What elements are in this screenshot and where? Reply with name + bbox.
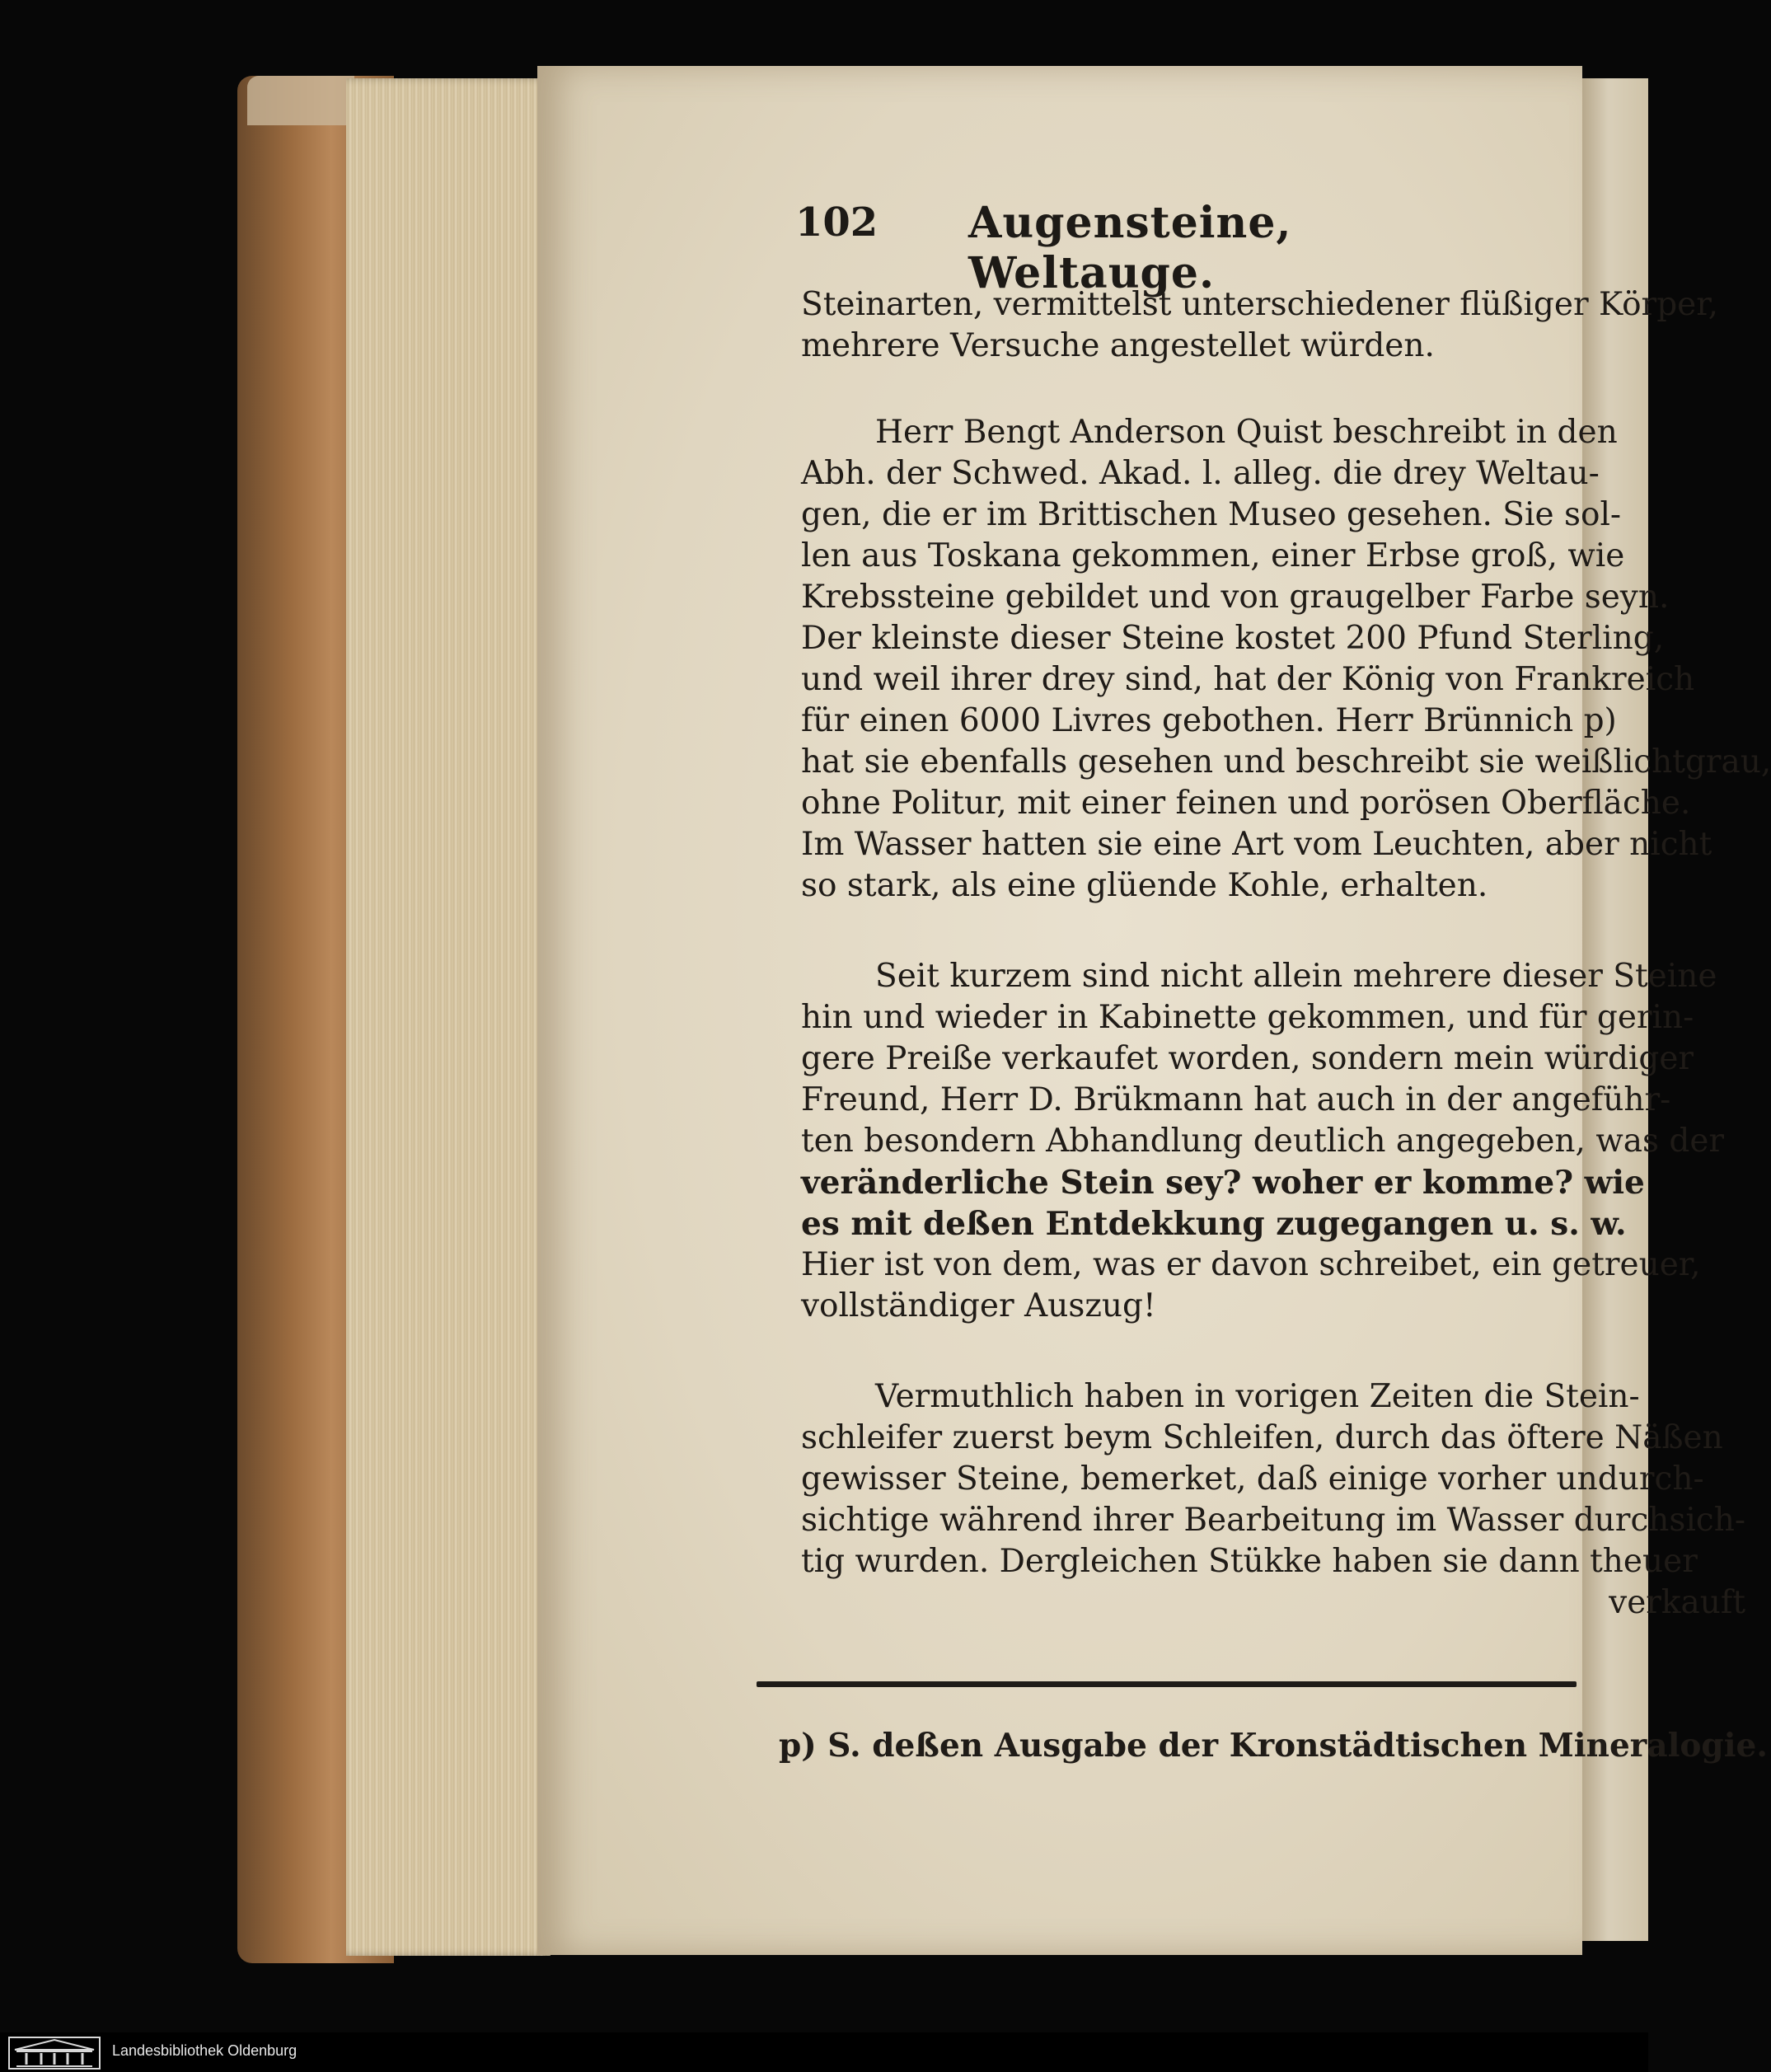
text-line: gen, die er im Brittischen Museo gesehen. Sie sol- xyxy=(801,496,1622,533)
paragraph-1 xyxy=(801,284,1718,367)
text-line: gere Preiße verkaufet worden, sondern mein würdiger xyxy=(801,1040,1694,1077)
text-line: sichtige während ihrer Bearbeitung im Wasser durchsich- xyxy=(801,1502,1746,1539)
paragraph-3 xyxy=(801,956,1724,1327)
text-line: so stark, als eine glüende Kohle, erhalten. xyxy=(801,867,1488,904)
text-line: Krebssteine gebildet und von graugelber Farbe seyn. xyxy=(801,579,1670,616)
text-line: hin und wieder in Kabinette gekommen, und für gerin- xyxy=(801,999,1694,1036)
text-line: ten besondern Abhandlung deutlich angegeben, was der xyxy=(801,1123,1725,1160)
text-line: ohne Politur, mit einer feinen und porösen Oberfläche. xyxy=(801,785,1691,822)
text-line: gewisser Steine, bemerket, daß einige vorher undurch- xyxy=(801,1460,1704,1498)
library-logo-icon xyxy=(8,2037,101,2070)
text-line: Seit kurzem sind nicht allein mehrere dieser Steine xyxy=(875,958,1717,995)
text-line: für einen 6000 Livres gebothen. Herr Brünnich p) xyxy=(801,702,1617,739)
text-line: vollständiger Auszug! xyxy=(801,1287,1156,1324)
footer-bar xyxy=(0,2032,1648,2072)
text-line: es mit deßen Entdekkung zugegangen u. s. w. xyxy=(801,1205,1627,1243)
text-line: schleifer zuerst beym Schleifen, durch das öftere Näßen xyxy=(801,1419,1723,1456)
text-line: Herr Bengt Anderson Quist beschreibt in den xyxy=(875,414,1618,451)
text-line: mehrere Versuche angestellet würden. xyxy=(801,327,1435,364)
text-line: und weil ihrer drey sind, hat der König von Frankreich xyxy=(801,661,1695,698)
text-line: hat sie ebenfalls gesehen und beschreibt sie weißlichtgrau, xyxy=(801,743,1771,781)
page-number: 102 xyxy=(795,199,878,246)
paragraph-4 xyxy=(801,1376,1745,1624)
page-header xyxy=(795,191,1422,298)
paragraph-2 xyxy=(801,412,1771,907)
text-line: veränderliche Stein sey? woher er komme? wie xyxy=(801,1164,1645,1202)
catchword: verkauft xyxy=(1609,1584,1746,1621)
text-line: Abh. der Schwed. Akad. l. alleg. die drey Weltau- xyxy=(801,455,1600,492)
text-line: Vermuthlich haben in vorigen Zeiten die Stein- xyxy=(875,1378,1640,1415)
text-line: Freund, Herr D. Brükmann hat auch in der angeführ- xyxy=(801,1081,1671,1118)
text-line: Im Wasser hatten sie eine Art vom Leuchten, aber nicht xyxy=(801,826,1712,863)
text-line: Steinarten, vermittelst unterschiedener flüßiger Körper, xyxy=(801,286,1719,323)
text-line: tig wurden. Dergleichen Stükke haben sie dann theuer xyxy=(801,1543,1698,1580)
text-line: Hier ist von dem, was er davon schreibet, ein getreuer, xyxy=(801,1246,1701,1283)
page-edges xyxy=(346,78,551,1956)
library-name: Landesbibliothek Oldenburg xyxy=(112,2042,298,2059)
running-head: Augensteine, Weltauge. xyxy=(968,198,1292,298)
footnote: p) S. deßen Ausgabe der Kronstädtischen Mineralogie. xyxy=(779,1727,1768,1765)
text-line: Der kleinste dieser Steine kostet 200 Pfund Sterling, xyxy=(801,620,1665,657)
footnote-rule xyxy=(757,1681,1577,1687)
book-cover-top xyxy=(247,76,354,125)
text-line: len aus Toskana gekommen, einer Erbse groß, wie xyxy=(801,537,1625,574)
